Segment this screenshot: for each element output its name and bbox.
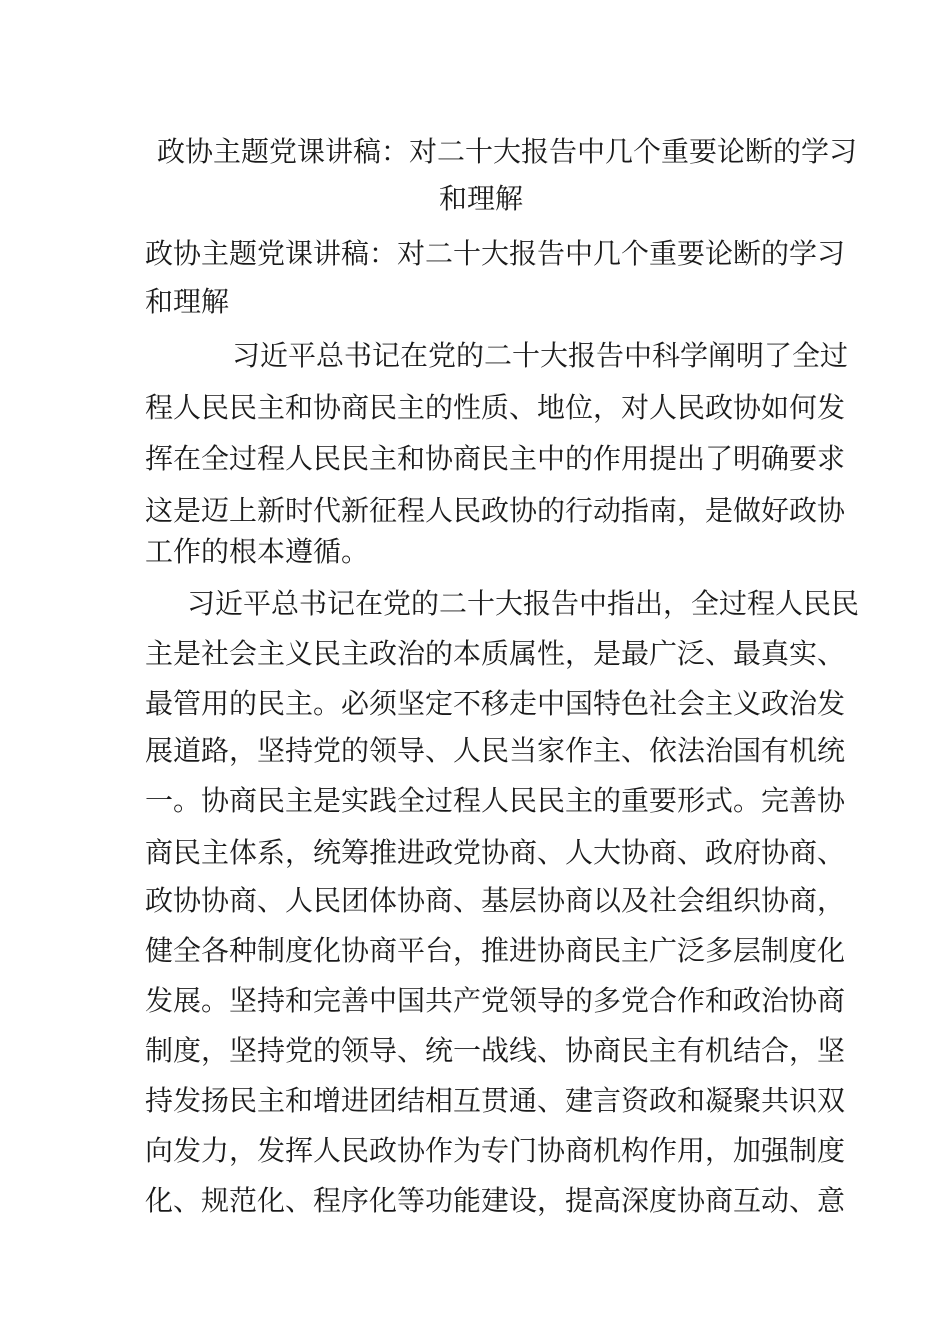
paragraph-2-line-4: 展道路，坚持党的领导、人民当家作主、依法治国有机统	[145, 734, 846, 767]
paragraph-2-line-3: 最管用的民主。必须坚定不移走中国特色社会主义政治发	[145, 687, 846, 720]
document-subtitle-line-2: 和理解	[145, 285, 230, 318]
paragraph-2-line-7: 政协协商、人民团体协商、基层协商以及社会组织协商，	[145, 884, 846, 917]
paragraph-1-line-2: 程人民民主和协商民主的性质、地位，对人民政协如何发	[145, 391, 846, 424]
document-title-line-2: 和理解	[439, 182, 524, 215]
paragraph-2-line-6: 商民主体系，统筹推进政党协商、人大协商、政府协商、	[145, 836, 846, 869]
paragraph-1-line-5: 工作的根本遵循。	[145, 535, 370, 568]
paragraph-2-line-13: 化、规范化、程序化等功能建设，提高深度协商互动、意	[145, 1184, 846, 1217]
paragraph-1-line-1: 习近平总书记在党的二十大报告中科学阐明了全过	[232, 339, 849, 372]
paragraph-2-line-10: 制度，坚持党的领导、统一战线、协商民主有机结合，坚	[145, 1034, 846, 1067]
paragraph-2-line-2: 主是社会主义民主政治的本质属性，是最广泛、最真实、	[145, 637, 846, 670]
paragraph-1-line-4: 这是迈上新时代新征程人民政协的行动指南，是做好政协	[145, 494, 846, 527]
paragraph-2-line-9: 发展。坚持和完善中国共产党领导的多党合作和政治协商	[145, 984, 846, 1017]
paragraph-1-line-3: 挥在全过程人民民主和协商民主中的作用提出了明确要求	[145, 442, 846, 475]
paragraph-2-line-8: 健全各种制度化协商平台，推进协商民主广泛多层制度化	[145, 934, 846, 967]
document-subtitle-line-1: 政协主题党课讲稿：对二十大报告中几个重要论断的学习	[145, 237, 846, 270]
paragraph-2-line-11: 持发扬民主和增进团结相互贯通、建言资政和凝聚共识双	[145, 1084, 846, 1117]
paragraph-2-line-5: 一。协商民主是实践全过程人民民主的重要形式。完善协	[145, 784, 846, 817]
paragraph-2-line-12: 向发力，发挥人民政协作为专门协商机构作用，加强制度	[145, 1134, 846, 1167]
document-title-line-1: 政协主题党课讲稿：对二十大报告中几个重要论断的学习	[157, 135, 858, 168]
paragraph-2-line-1: 习近平总书记在党的二十大报告中指出，全过程人民民	[187, 587, 860, 620]
